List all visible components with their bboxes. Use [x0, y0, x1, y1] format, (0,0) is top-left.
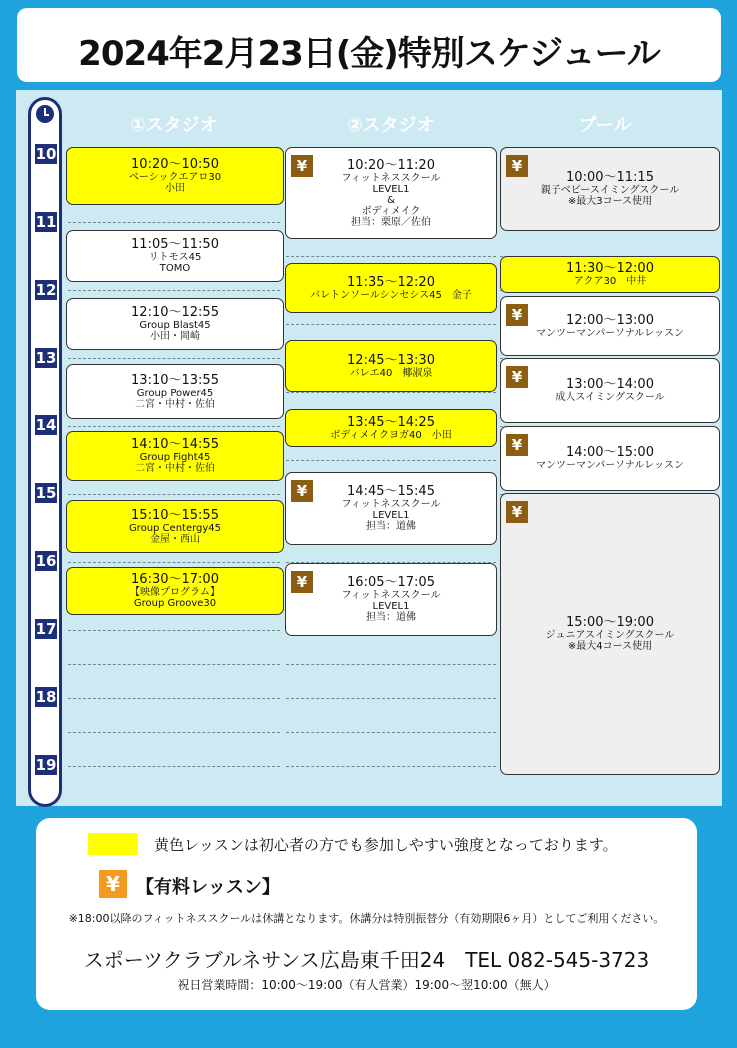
- lesson-detail: フィットネススクール: [341, 499, 441, 510]
- lesson-time: 16:30～17:00: [131, 572, 219, 587]
- studio1-lesson: [66, 500, 284, 553]
- lesson-detail: バレトンソールシンセシス45 金子: [310, 289, 472, 301]
- lesson-time: 14:00～15:00: [566, 445, 654, 460]
- hour-label-19: 19: [35, 756, 57, 774]
- title-banner: [17, 8, 721, 82]
- lesson-detail: ベーシックエアロ30: [128, 172, 222, 183]
- pool-lesson: [500, 493, 720, 775]
- lesson-time: 14:10～14:55: [131, 437, 219, 452]
- lesson-detail: Group Centergy45: [128, 522, 222, 534]
- lesson-detail: ボディメイク: [361, 205, 421, 217]
- hour-label-11: 11: [35, 213, 57, 231]
- studio2-lesson: [285, 563, 497, 636]
- lesson-detail: 担当：道佛: [366, 521, 416, 532]
- lesson-detail: 成人スイミングスクール: [555, 392, 665, 403]
- grid-line: [68, 494, 280, 495]
- grid-line: [68, 358, 280, 359]
- lesson-detail: 担当：栗原／佐伯: [351, 216, 431, 228]
- pool-lesson: [500, 296, 720, 356]
- lesson-detail: ボディメイクヨガ40 小田: [330, 429, 452, 441]
- lesson-time: 11:30～12:00: [566, 261, 654, 276]
- lesson-detail: 小田: [165, 183, 185, 194]
- studio1-lesson: [66, 147, 284, 205]
- hour-label-15: 15: [35, 484, 57, 502]
- lesson-detail: リトモス45: [148, 252, 202, 263]
- studio1-lesson: [66, 567, 284, 615]
- studio2-lesson: [285, 340, 497, 392]
- hour-label-16: 16: [35, 552, 57, 570]
- grid-line: [68, 766, 280, 767]
- lesson-time: 11:05～11:50: [131, 237, 219, 252]
- lesson-detail: フィットネススクール: [341, 172, 441, 184]
- studio1-lesson: [66, 431, 284, 481]
- yellow-legend-text: 黄色レッスンは初心者の方でも参加しやすい強度となっております。: [154, 836, 618, 854]
- grid-line: [286, 766, 496, 767]
- lesson-time: 13:45～14:25: [347, 414, 435, 430]
- club-contact: スポーツクラブルネサンス広島東千田24 TEL 082-545-3723: [83, 948, 650, 972]
- yen-icon: ¥: [99, 870, 127, 898]
- lesson-time: 12:00～13:00: [566, 312, 654, 328]
- lesson-detail: LEVEL1: [372, 510, 410, 521]
- holiday-hours: 祝日営業時間：10:00～19:00（有人営業）19:00～翌10:00（無人）: [177, 978, 556, 992]
- grid-line: [286, 664, 496, 665]
- column-header-pool: プール: [578, 115, 632, 136]
- yen-icon: ¥: [506, 501, 528, 523]
- grid-line: [68, 562, 280, 563]
- lesson-detail: ※最大3コース使用: [567, 196, 653, 207]
- lesson-time: 16:05～17:05: [347, 575, 435, 590]
- lesson-detail: 金屋・西山: [150, 533, 200, 545]
- lesson-time: 14:45～15:45: [347, 484, 435, 499]
- lesson-time: 12:45～13:30: [347, 352, 435, 368]
- lesson-time: 11:35～12:20: [347, 274, 435, 290]
- yen-icon: ¥: [291, 480, 313, 502]
- lesson-time: 13:00～14:00: [566, 377, 654, 392]
- grid-line: [68, 698, 280, 699]
- lesson-detail: アクア30 中井: [573, 276, 647, 287]
- hour-label-18: 18: [35, 688, 57, 706]
- grid-line: [68, 732, 280, 733]
- pool-lesson: [500, 147, 720, 231]
- lesson-detail: LEVEL1: [372, 601, 410, 612]
- grid-line: [68, 630, 280, 631]
- grid-line: [286, 324, 496, 325]
- studio2-lesson: [285, 147, 497, 239]
- yen-icon: ¥: [291, 155, 313, 177]
- notice-text: ※18:00以降のフィットネススクールは休講となります。休講分は特別振替分（有効期限6ヶ月）としてご利用ください。: [68, 912, 665, 925]
- lesson-detail: Group Fight45: [139, 452, 211, 463]
- grid-line: [286, 392, 496, 393]
- grid-line: [68, 426, 280, 427]
- lesson-detail: LEVEL1: [372, 183, 410, 195]
- studio2-lesson: [285, 472, 497, 545]
- studio1-lesson: [66, 230, 284, 282]
- lesson-detail: 担当：道佛: [366, 612, 416, 623]
- column-header-studio1: ①スタジオ: [130, 115, 218, 136]
- column-header-studio2: ②スタジオ: [347, 115, 435, 136]
- clock-icon: [36, 105, 54, 123]
- grid-line: [68, 222, 280, 223]
- yen-icon: ¥: [506, 155, 528, 177]
- grid-line: [286, 256, 496, 257]
- lesson-detail: マンツーマンパーソナルレッスン: [535, 327, 685, 339]
- studio2-lesson: [285, 409, 497, 447]
- pool-lesson: [500, 358, 720, 423]
- hour-label-10: 10: [35, 145, 57, 163]
- lesson-detail: 二宮・中村・佐伯: [135, 463, 215, 474]
- time-axis: [28, 97, 62, 807]
- studio2-lesson: [285, 263, 497, 313]
- lesson-detail: ※最大4コース使用: [567, 641, 653, 652]
- notice-panel: [36, 818, 697, 1010]
- hour-label-12: 12: [35, 281, 57, 299]
- lesson-detail: バレエ40 椰淑泉: [349, 367, 433, 379]
- lesson-detail: Group Groove30: [133, 598, 217, 609]
- lesson-detail: TOMO: [159, 263, 191, 274]
- lesson-detail: マンツーマンパーソナルレッスン: [535, 460, 685, 471]
- lesson-detail: フィットネススクール: [341, 590, 441, 601]
- paid-legend-text: 【有料レッスン】: [136, 877, 280, 898]
- studio1-lesson: [66, 298, 284, 350]
- yen-icon: ¥: [506, 434, 528, 456]
- yellow-legend-swatch: [88, 833, 138, 855]
- lesson-detail: &: [387, 194, 395, 206]
- studio1-lesson: [66, 364, 284, 419]
- yen-icon: ¥: [506, 304, 528, 326]
- pool-lesson: [500, 256, 720, 293]
- lesson-time: 10:20～11:20: [347, 157, 435, 173]
- grid-line: [286, 698, 496, 699]
- hour-label-17: 17: [35, 620, 57, 638]
- grid-line: [286, 460, 496, 461]
- lesson-detail: ジュニアスイミングスクール: [545, 630, 675, 641]
- lesson-detail: 親子ベビースイミングスクール: [540, 185, 680, 196]
- grid-line: [68, 664, 280, 665]
- yen-icon: ¥: [506, 366, 528, 388]
- lesson-detail: Group Blast45: [139, 320, 211, 331]
- yen-icon: ¥: [291, 571, 313, 593]
- lesson-time: 15:00～19:00: [566, 615, 654, 630]
- page-title: 2024年2月23日(金)特別スケジュール: [78, 34, 660, 74]
- lesson-time: 12:10～12:55: [131, 305, 219, 320]
- lesson-detail: 二宮・中村・佐伯: [135, 398, 215, 410]
- hour-label-13: 13: [35, 349, 57, 367]
- grid-line: [286, 732, 496, 733]
- grid-line: [68, 290, 280, 291]
- hour-label-14: 14: [35, 416, 57, 434]
- lesson-detail: 【映像プログラム】: [130, 587, 220, 598]
- lesson-detail: 小田・岡崎: [150, 331, 200, 342]
- lesson-time: 10:20～10:50: [131, 157, 219, 172]
- lesson-time: 10:00～11:15: [566, 170, 654, 185]
- pool-lesson: [500, 426, 720, 491]
- lesson-time: 15:10～15:55: [131, 507, 219, 523]
- lesson-time: 13:10～13:55: [131, 372, 219, 388]
- lesson-detail: Group Power45: [136, 387, 214, 399]
